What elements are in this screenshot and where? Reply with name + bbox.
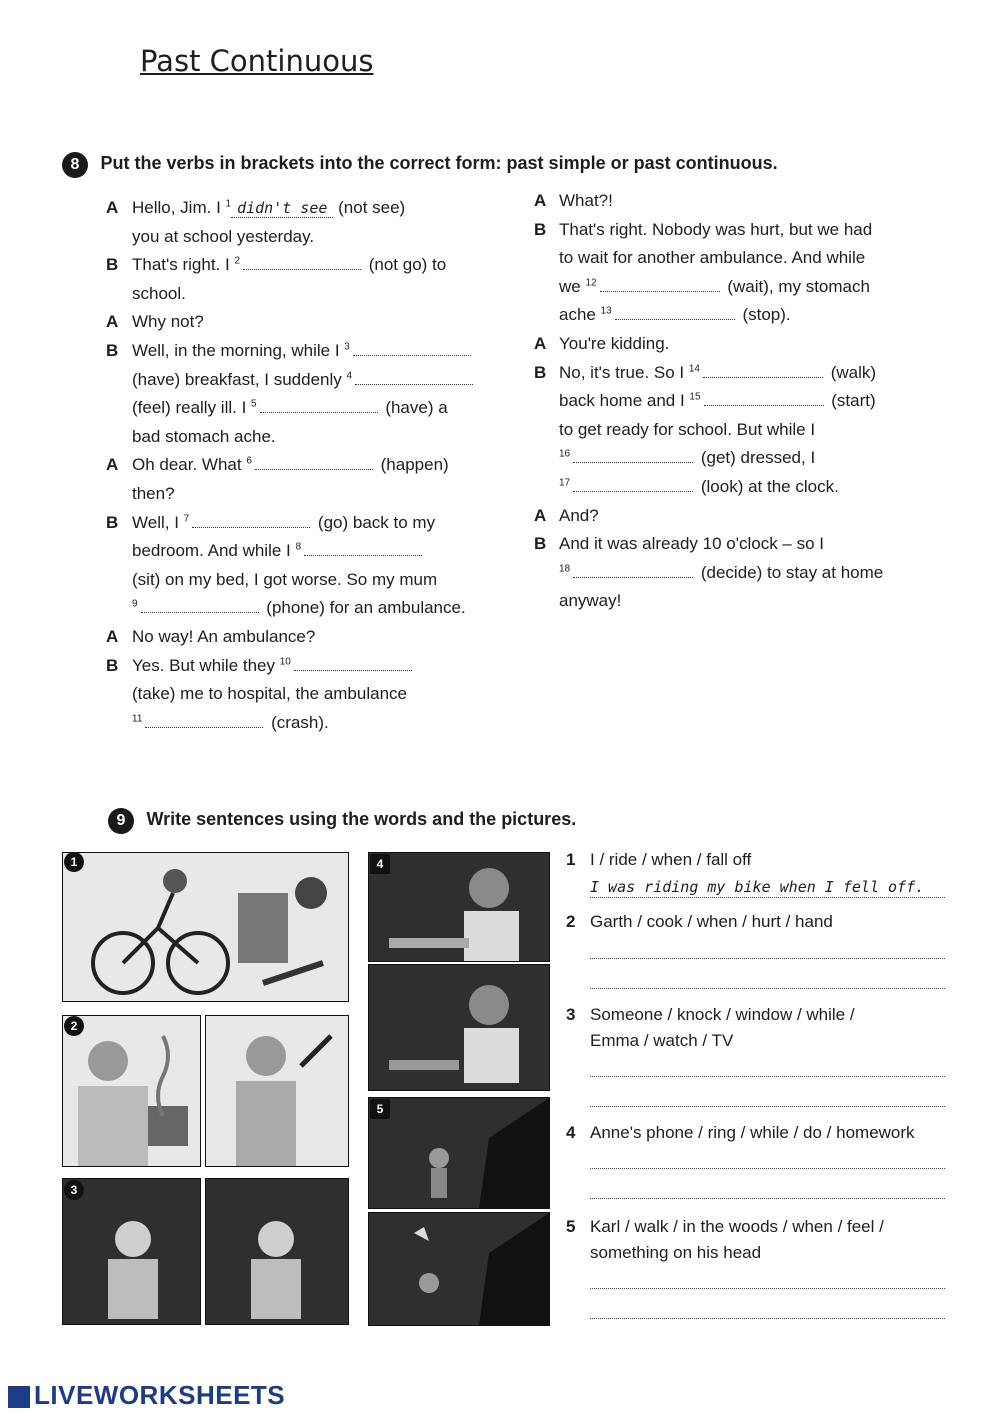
speaker-label: B — [534, 534, 547, 554]
exercise-8-header — [62, 152, 778, 178]
picture-4b-phone-ring — [368, 964, 550, 1091]
dialogue-line: anyway! — [559, 591, 622, 611]
gap-number: 6 — [246, 455, 252, 467]
dialogue-line: $^9$ (phone) for an ambulance. — [132, 598, 466, 618]
liveworksheets-logo: LIVEWORKSHEETS — [8, 1380, 285, 1411]
speaker-label: A — [106, 312, 119, 332]
gap-number: 2 — [234, 255, 241, 267]
question-text: Someone / knock / window / while / — [590, 1005, 855, 1024]
dialogue-line: then? — [132, 484, 175, 503]
dialogue-line: we $^{12}$ (wait), my stomach — [559, 276, 870, 296]
picture-3a-emma-tv — [62, 1178, 201, 1325]
dialogue-line: school. — [132, 283, 186, 303]
dialogue-line: $^{16}$ (get) dressed, I — [559, 448, 816, 468]
cyclist-illustration — [63, 853, 348, 1001]
speaker-label: B — [534, 219, 547, 239]
answer-line[interactable] — [590, 958, 945, 959]
answer-line[interactable] — [590, 1318, 945, 1319]
dialogue-line: Well, I $^7$ (go) back to my — [132, 512, 436, 532]
gap-number: 7 — [183, 512, 190, 524]
picture-number-badge: 4 — [370, 854, 390, 874]
question-text: Emma / watch / TV — [590, 1031, 734, 1050]
question-number: 4 — [566, 1123, 576, 1142]
gap-blank[interactable] — [353, 341, 471, 356]
logo-mark-icon — [8, 1386, 30, 1408]
question-number: 1 — [566, 850, 576, 869]
dialogue-line: Why not? — [132, 312, 204, 332]
dialogue-line: to wait for another ambulance. And while — [559, 248, 866, 268]
question-text: something on his head — [590, 1243, 762, 1262]
dialogue-line: Yes. But while they $^{10}$ — [132, 656, 415, 676]
gap-blank[interactable] — [192, 513, 310, 528]
dialogue-line: bad stomach ache. — [132, 426, 276, 446]
answer-line[interactable] — [590, 897, 945, 898]
dialogue-line: (have) breakfast, I suddenly $^4$ — [132, 370, 476, 390]
dialogue-line: And? — [559, 505, 599, 525]
picture-3b-emma-knock — [205, 1178, 349, 1325]
gap-number: 10 — [279, 655, 291, 667]
dialogue-line: (sit) on my bed, I got worse. So my mum — [132, 569, 438, 589]
dialogue-line: Well, in the morning, while I $^3$ — [132, 341, 474, 361]
dialogue-line: (take) me to hospital, the ambulance — [132, 684, 407, 704]
question-text: Karl / walk / in the woods / when / feel / — [590, 1217, 884, 1236]
dialogue-line: $^{18}$ (decide) to stay at home — [559, 562, 884, 582]
question-text: Anne's phone / ring / while / do / homework — [590, 1123, 915, 1142]
gap-blank[interactable] — [145, 713, 263, 728]
exercise-number-badge: 9 — [108, 808, 134, 834]
gap-blank[interactable] — [294, 656, 412, 671]
dialogue-line: No, it's true. So I $^{14}$ (walk) — [559, 362, 877, 382]
gap-number: 12 — [585, 277, 597, 289]
gap-blank[interactable] — [704, 391, 824, 406]
dialogue-line: (feel) really ill. I $^5$ (have) a — [132, 398, 448, 418]
speaker-label: B — [106, 341, 119, 360]
gap-number: 3 — [344, 341, 350, 353]
dialogue-line: ache $^{13}$ (stop). — [559, 305, 791, 325]
speaker-label: A — [534, 505, 547, 525]
picture-number-badge: 2 — [64, 1016, 84, 1036]
answer-line[interactable] — [590, 1198, 945, 1199]
page-title: Past Continuous — [140, 44, 374, 78]
picture-number-badge: 5 — [370, 1099, 390, 1119]
speaker-label: B — [106, 255, 119, 275]
speaker-label: B — [106, 512, 119, 532]
gap-number: 11 — [132, 713, 143, 725]
exercise-instruction: Put the verbs in brackets into the correct form: past simple or past continuous. — [100, 153, 778, 173]
question-text: I / ride / when / fall off — [590, 850, 752, 869]
speaker-label: A — [534, 334, 547, 353]
dialogue-line: Oh dear. What $^6$ (happen) — [132, 455, 449, 475]
question-text: Garth / cook / when / hurt / hand — [590, 912, 833, 931]
question-number: 5 — [566, 1217, 576, 1236]
answer-line[interactable] — [590, 1288, 945, 1289]
dialogue-line: What?! — [559, 191, 613, 210]
dialogue-line: You're kidding. — [559, 334, 670, 353]
speaker-label: A — [534, 191, 547, 210]
gap-number: 13 — [600, 305, 612, 317]
gap-blank[interactable] — [615, 305, 735, 320]
gap-blank[interactable] — [255, 455, 373, 470]
dialogue-line: $^{17}$ (look) at the clock. — [559, 477, 839, 496]
speaker-label: A — [106, 627, 119, 646]
gap-blank[interactable] — [304, 541, 422, 556]
picture-number-badge: 1 — [64, 852, 84, 872]
gap-blank[interactable] — [573, 563, 693, 578]
dialogue-line: No way! An ambulance? — [132, 627, 316, 646]
dialogue-line: Hello, Jim. I $^1$ didn't see (not see) — [132, 198, 406, 217]
dialogue-line: bedroom. And while I $^8$ — [132, 541, 425, 561]
exercise-instruction: Write sentences using the words and the pictures. — [146, 809, 577, 829]
question-number: 3 — [566, 1005, 576, 1024]
picture-5a-woods — [368, 1097, 550, 1209]
speaker-label: A — [106, 455, 119, 475]
gap-number: 18 — [559, 563, 571, 575]
gap-blank[interactable] — [141, 598, 259, 613]
gap-blank[interactable] — [573, 477, 693, 492]
gap-blank[interactable] — [573, 448, 693, 463]
gap-blank[interactable] — [703, 363, 823, 378]
exercise-number-badge: 8 — [62, 152, 88, 178]
dialogue-line: to get ready for school. But while I — [559, 419, 816, 439]
gap-number: 14 — [688, 362, 700, 374]
gap-number: 4 — [346, 369, 353, 381]
speaker-label: B — [106, 655, 119, 675]
gap-number: 15 — [689, 391, 701, 403]
gap-number: 8 — [295, 541, 302, 553]
gap-number: 1 — [225, 198, 232, 210]
picture-1-cyclist — [62, 852, 349, 1002]
dialogue-line: you at school yesterday. — [132, 226, 315, 246]
answer-line[interactable] — [590, 1076, 945, 1077]
answer-line[interactable] — [590, 1168, 945, 1169]
dialogue-line: $^{11}$ (crash). — [132, 712, 329, 732]
gap-blank[interactable] — [260, 398, 378, 413]
gap-blank[interactable] — [600, 277, 720, 292]
gap-answer[interactable]: didn't see — [231, 199, 333, 218]
picture-2a-cooking — [62, 1015, 201, 1167]
dialogue-line: back home and I $^{15}$ (start) — [559, 391, 876, 411]
gap-blank[interactable] — [243, 255, 361, 270]
exercise-9-header — [108, 808, 576, 834]
gap-number: 17 — [559, 477, 571, 489]
question-number: 2 — [566, 912, 576, 931]
picture-number-badge: 3 — [64, 1180, 84, 1200]
dialogue-line: That's right. Nobody was hurt, but we had — [559, 219, 873, 239]
answer-line[interactable] — [590, 1106, 945, 1107]
picture-5b-feel-head — [368, 1212, 550, 1326]
picture-2b-hurt-hand — [205, 1015, 349, 1167]
picture-4a-homework — [368, 852, 550, 962]
gap-blank[interactable] — [355, 370, 473, 385]
gap-number: 9 — [132, 598, 138, 610]
dialogue-line: And it was already 10 o'clock – so I — [559, 534, 824, 554]
gap-number: 16 — [559, 448, 571, 460]
speaker-label: A — [106, 198, 119, 217]
gap-number: 5 — [251, 398, 257, 410]
answer-example: I was riding my bike when I fell off. — [590, 878, 925, 896]
answer-line[interactable] — [590, 988, 945, 989]
dialogue-line: That's right. I $^2$ (not go) to — [132, 255, 447, 275]
speaker-label: B — [534, 362, 547, 382]
